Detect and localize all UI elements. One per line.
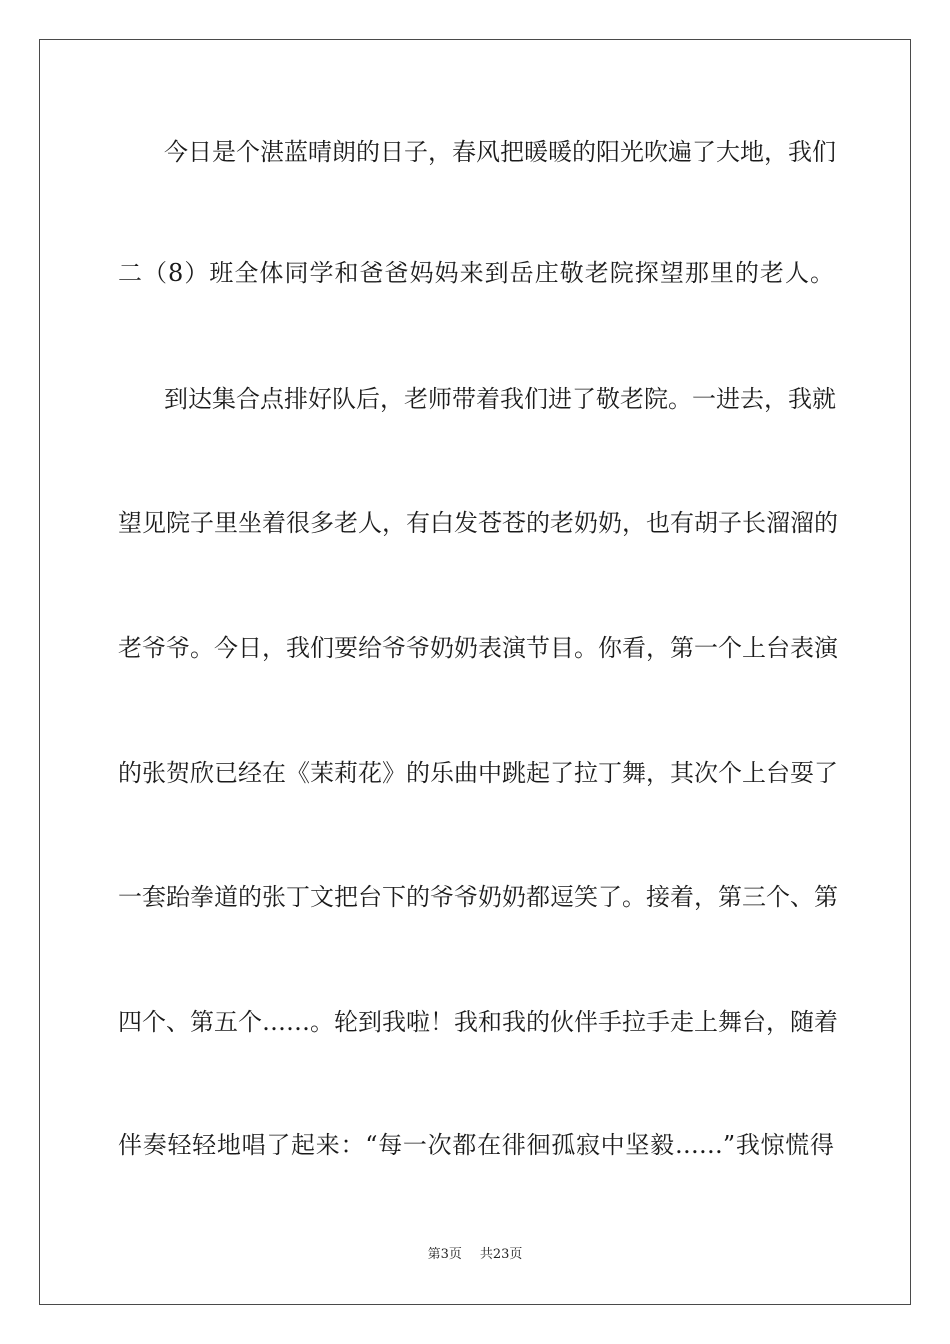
paragraph-2-line-6: 四个、第五个……。轮到我啦！我和我的伙伴手拉手走上舞台，随着 — [118, 1008, 838, 1036]
paragraph-2-line-1: 到达集合点排好队后，老师带着我们进了敬老院。一进去，我就 — [164, 385, 836, 413]
paragraph-2-line-7: 伴奏轻轻地唱了起来：“每一次都在徘徊孤寂中坚毅……”我惊慌得 — [118, 1131, 834, 1159]
paragraph-1-line-2: 二（8）班全体同学和爸爸妈妈来到岳庄敬老院探望那里的老人。 — [118, 259, 834, 287]
page-total: 共23页 — [479, 1247, 523, 1262]
page-number: 第3页 — [427, 1247, 462, 1262]
page-footer — [0, 1246, 950, 1264]
paragraph-2-line-5: 一套跆拳道的张丁文把台下的爷爷奶奶都逗笑了。接着，第三个、第 — [118, 883, 838, 911]
paragraph-2-line-4: 的张贺欣已经在《茉莉花》的乐曲中跳起了拉丁舞，其次个上台耍了 — [118, 759, 838, 787]
page-border — [39, 39, 911, 1305]
paragraph-2-line-3: 老爷爷。今日，我们要给爷爷奶奶表演节目。你看，第一个上台表演 — [118, 634, 838, 662]
paragraph-2-line-2: 望见院子里坐着很多老人，有白发苍苍的老奶奶，也有胡子长溜溜的 — [118, 509, 838, 537]
paragraph-1-line-1: 今日是个湛蓝晴朗的日子，春风把暖暖的阳光吹遍了大地，我们 — [164, 138, 836, 166]
